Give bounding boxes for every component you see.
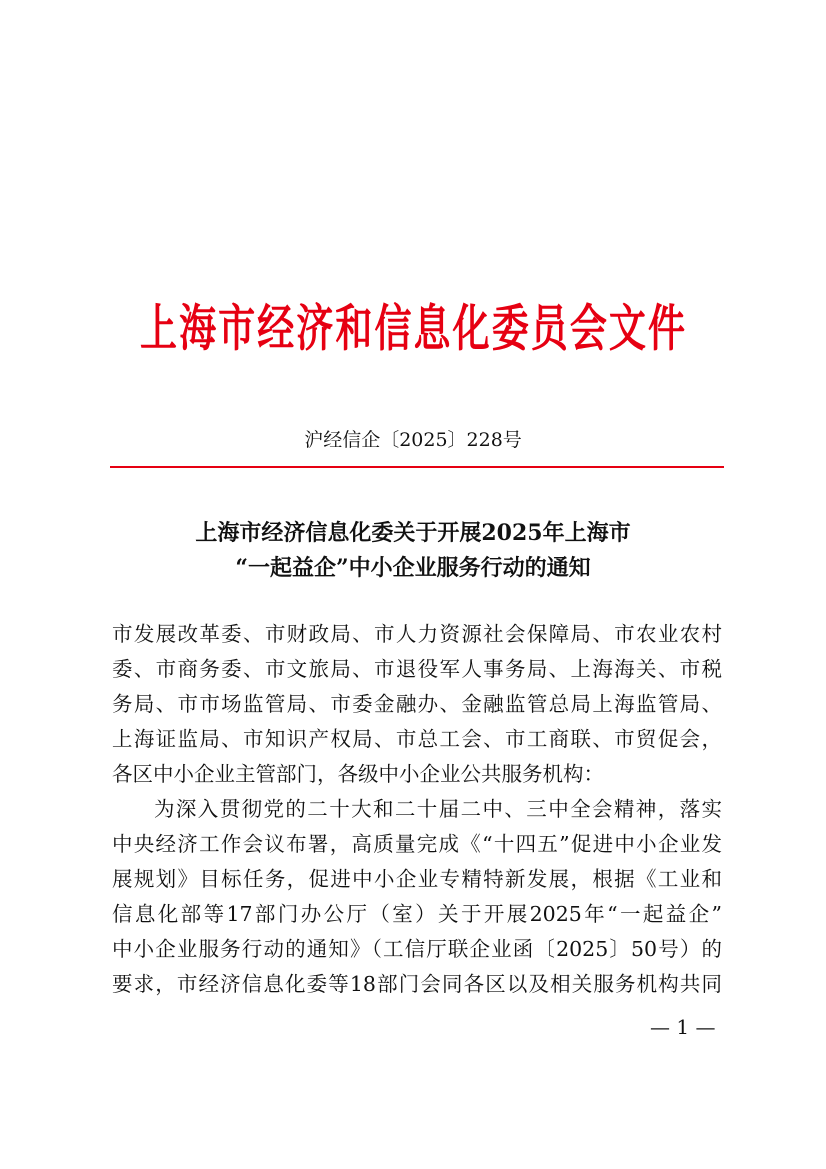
recipients-line: 委、市商务委、市文旅局、市退役军人事务局、上海海关、市税 — [112, 657, 722, 681]
document-number: 沪经信企〔2025〕228号 — [304, 429, 522, 451]
recipients-line: 市发展改革委、市财政局、市人力资源社会保障局、市农业农村 — [112, 622, 722, 646]
recipients-line: 务局、市市场监管局、市委金融办、金融监管总局上海监管局、 — [112, 692, 722, 716]
body-line: 为深入贯彻党的二十大和二十届二中、三中全会精神，落实 — [154, 797, 722, 821]
recipients-line: 各区中小企业主管部门，各级中小企业公共服务机构： — [112, 762, 604, 786]
body-line: 信息化部等17部门办公厅（室）关于开展2025年“一起益企” — [112, 902, 722, 926]
notice-title-line2: “一起益企”中小企业服务行动的通知 — [235, 555, 591, 581]
recipients-line: 上海证监局、市知识产权局、市总工会、市工商联、市贸促会， — [112, 727, 722, 751]
body-line: 展规划》目标任务，促进中小企业专精特新发展，根据《工业和 — [112, 867, 722, 891]
issuing-org-title: 上海市经济和信息化委员会文件 — [140, 298, 685, 358]
body-line: 中央经济工作会议布署，高质量完成《“十四五”促进中小企业发 — [112, 832, 722, 856]
red-divider — [110, 466, 724, 468]
body-line: 中小企业服务行动的通知》（工信厅联企业函〔2025〕50号）的 — [112, 937, 722, 961]
page-number: — 1 — — [650, 1015, 716, 1039]
notice-title-line1: 上海市经济信息化委关于开展2025年上海市 — [195, 520, 631, 546]
body-line: 要求，市经济信息化委等18部门会同各区以及相关服务机构共同 — [112, 972, 722, 996]
